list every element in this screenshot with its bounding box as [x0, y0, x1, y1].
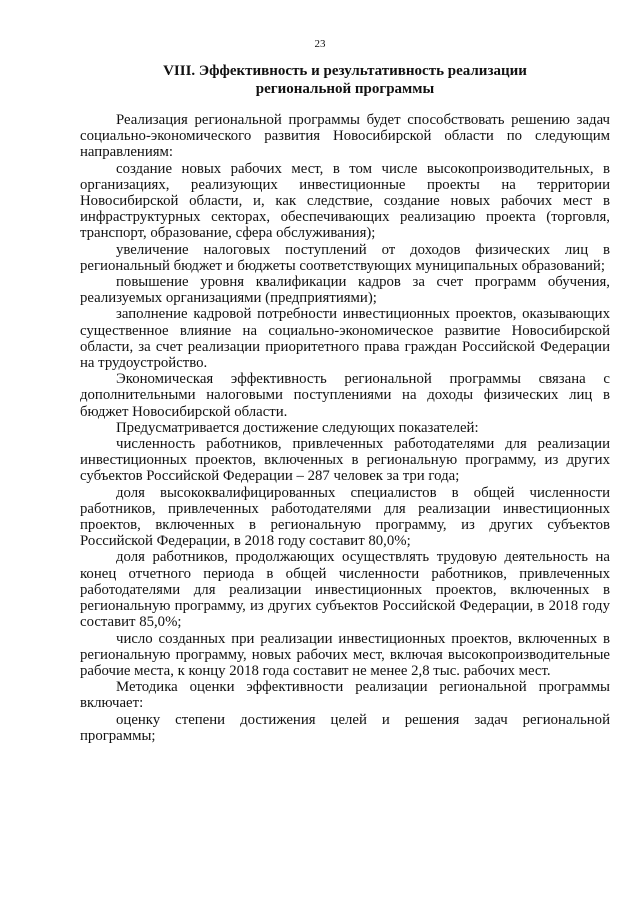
paragraph-goal-assessment: оценку степени достижения целей и решения задач региональной программы;: [80, 711, 610, 744]
paragraph-new-jobs: создание новых рабочих мест, в том числе высокопроизводительных, в организациях, реализующих инвестиционные проекты на территории Новосибирской области, и, как следствие, создание новых рабочих мест в инфраструктурных секторах, обеспечивающих реализацию проекта (торговля, транспорт, образование, сфера обслуживания);: [80, 160, 610, 242]
paragraph-tax-revenue: увеличение налоговых поступлений от доходов физических лиц в региональный бюджет и бюджеты соответствующих муниципальных образований;: [80, 241, 610, 274]
page-number: 23: [314, 38, 326, 50]
paragraph-staffing-needs: заполнение кадровой потребности инвестиционных проектов, оказывающих существенное влияние на социально-экономическое развитие Новосибирской области, за счет реализации приоритетного права граждан Российской Федерации на трудоустройство.: [80, 306, 610, 372]
paragraph-retention-share: доля работников, продолжающих осуществлять трудовую деятельность на конец отчетного периода в общей численности работников, привлеченных работодателями для реализации инвестиционных проектов, включенных в региональную программу, из других субъектов Российской Федерации, в 2018 году составит 85,0%;: [80, 549, 610, 631]
document-body: [80, 112, 610, 744]
paragraph-indicators-intro: Предусматривается достижение следующих показателей:: [116, 419, 479, 436]
paragraph-intro: Реализация региональной программы будет способствовать решению задач социально-экономического развития Новосибирской области по следующим направлениям:: [80, 112, 610, 161]
paragraph-worker-count: численность работников, привлеченных работодателями для реализации инвестиционных проектов, включенных в региональную программу, из других субъектов Российской Федерации – 287 человек за три года;: [80, 436, 610, 485]
paragraph-specialist-share: доля высококвалифицированных специалистов в общей численности работников, привлеченных работодателями для реализации инвестиционных проектов, включенных в региональную программу, из других субъектов Российской Федерации, в 2018 году составит 80,0%;: [80, 484, 610, 550]
paragraph-economic-efficiency: Экономическая эффективность региональной программы связана с дополнительными налоговыми поступлениями на доходы физических лиц в бюджет Новосибирской области.: [80, 371, 610, 420]
paragraph-new-workplaces: число созданных при реализации инвестиционных проектов, включенных в региональную программу, новых рабочих мест, включая высокопроизводительные рабочие места, к концу 2018 года составит не менее 2,8 тыс. рабочих мест.: [80, 630, 610, 679]
section-heading: [80, 62, 610, 98]
paragraph-qualification: повышение уровня квалификации кадров за счет программ обучения, реализуемых организациями (предприятиями);: [80, 274, 610, 307]
section-heading-line-2: региональной программы: [255, 81, 435, 97]
paragraph-methodology: Методика оценки эффективности реализации региональной программы включает:: [80, 679, 610, 712]
section-heading-line-1: VIII. Эффективность и результативность реализации: [163, 63, 527, 79]
